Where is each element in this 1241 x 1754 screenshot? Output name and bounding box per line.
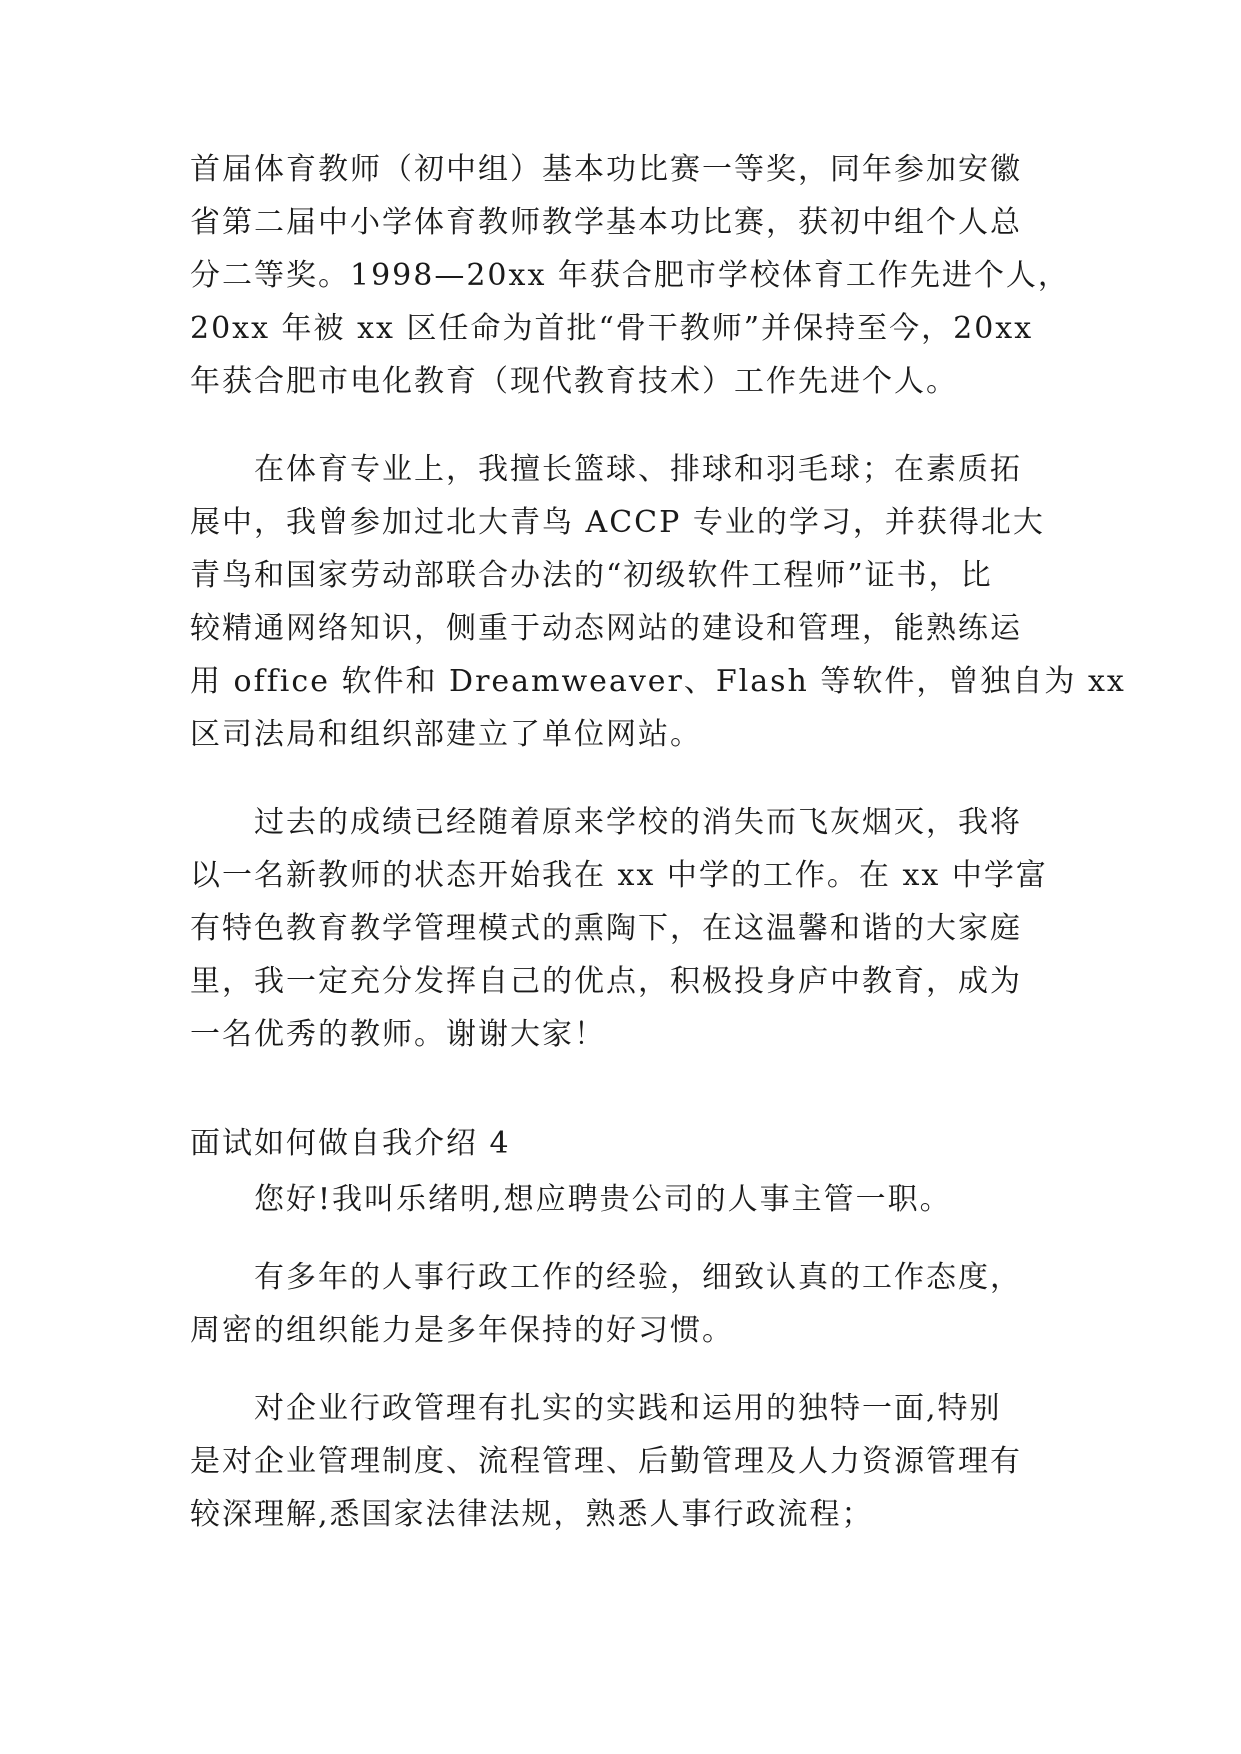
text-line: 用 office 软件和 Dreamweaver、Flash 等软件，曾独自为 xx (190, 664, 1126, 699)
text-line: 省第二届中小学体育教师教学基本功比赛，获初中组个人总 (190, 205, 1022, 240)
text-line: 较精通网络知识，侧重于动态网站的建设和管理，能熟练运 (190, 611, 1022, 646)
text-line: 较深理解,悉国家法律法规，熟悉人事行政流程； (190, 1497, 874, 1532)
text-line: 展中，我曾参加过北大青鸟 ACCP 专业的学习，并获得北大 (190, 505, 1045, 540)
text-line: 分二等奖。1998—20xx 年获合肥市学校体育工作先进个人， (190, 258, 1070, 293)
paragraph-start-line: 过去的成绩已经随着原来学校的消失而飞灰烟灭，我将 (254, 805, 1022, 840)
text-line: 首届体育教师（初中组）基本功比赛一等奖，同年参加安徽 (190, 152, 1022, 187)
text-line: 区司法局和组织部建立了单位网站。 (190, 717, 702, 752)
section-heading: 面试如何做自我介绍 4 (190, 1126, 511, 1161)
paragraph-start-line: 在体育专业上，我擅长篮球、排球和羽毛球；在素质拓 (254, 452, 1022, 487)
paragraph-start-line: 对企业行政管理有扎实的实践和运用的独特一面,特别 (254, 1391, 1002, 1426)
text-line: 一名优秀的教师。谢谢大家！ (190, 1017, 606, 1052)
text-line: 20xx 年被 xx 区任命为首批“骨干教师”并保持至今，20xx (190, 311, 1034, 346)
text-line: 是对企业管理制度、流程管理、后勤管理及人力资源管理有 (190, 1444, 1022, 1479)
text-line: 以一名新教师的状态开始我在 xx 中学的工作。在 xx 中学富 (190, 858, 1048, 893)
paragraph-start-line: 有多年的人事行政工作的经验，细致认真的工作态度， (254, 1260, 1022, 1295)
paragraph-start-line: 您好!我叫乐绪明,想应聘贵公司的人事主管一职。 (254, 1182, 952, 1217)
text-line: 年获合肥市电化教育（现代教育技术）工作先进个人。 (190, 364, 958, 399)
text-line: 青鸟和国家劳动部联合办法的“初级软件工程师”证书，比 (190, 558, 993, 593)
text-line: 周密的组织能力是多年保持的好习惯。 (190, 1313, 734, 1348)
text-line: 里，我一定充分发挥自己的优点，积极投身庐中教育，成为 (190, 964, 1022, 999)
text-line: 有特色教育教学管理模式的熏陶下，在这温馨和谐的大家庭 (190, 911, 1022, 946)
